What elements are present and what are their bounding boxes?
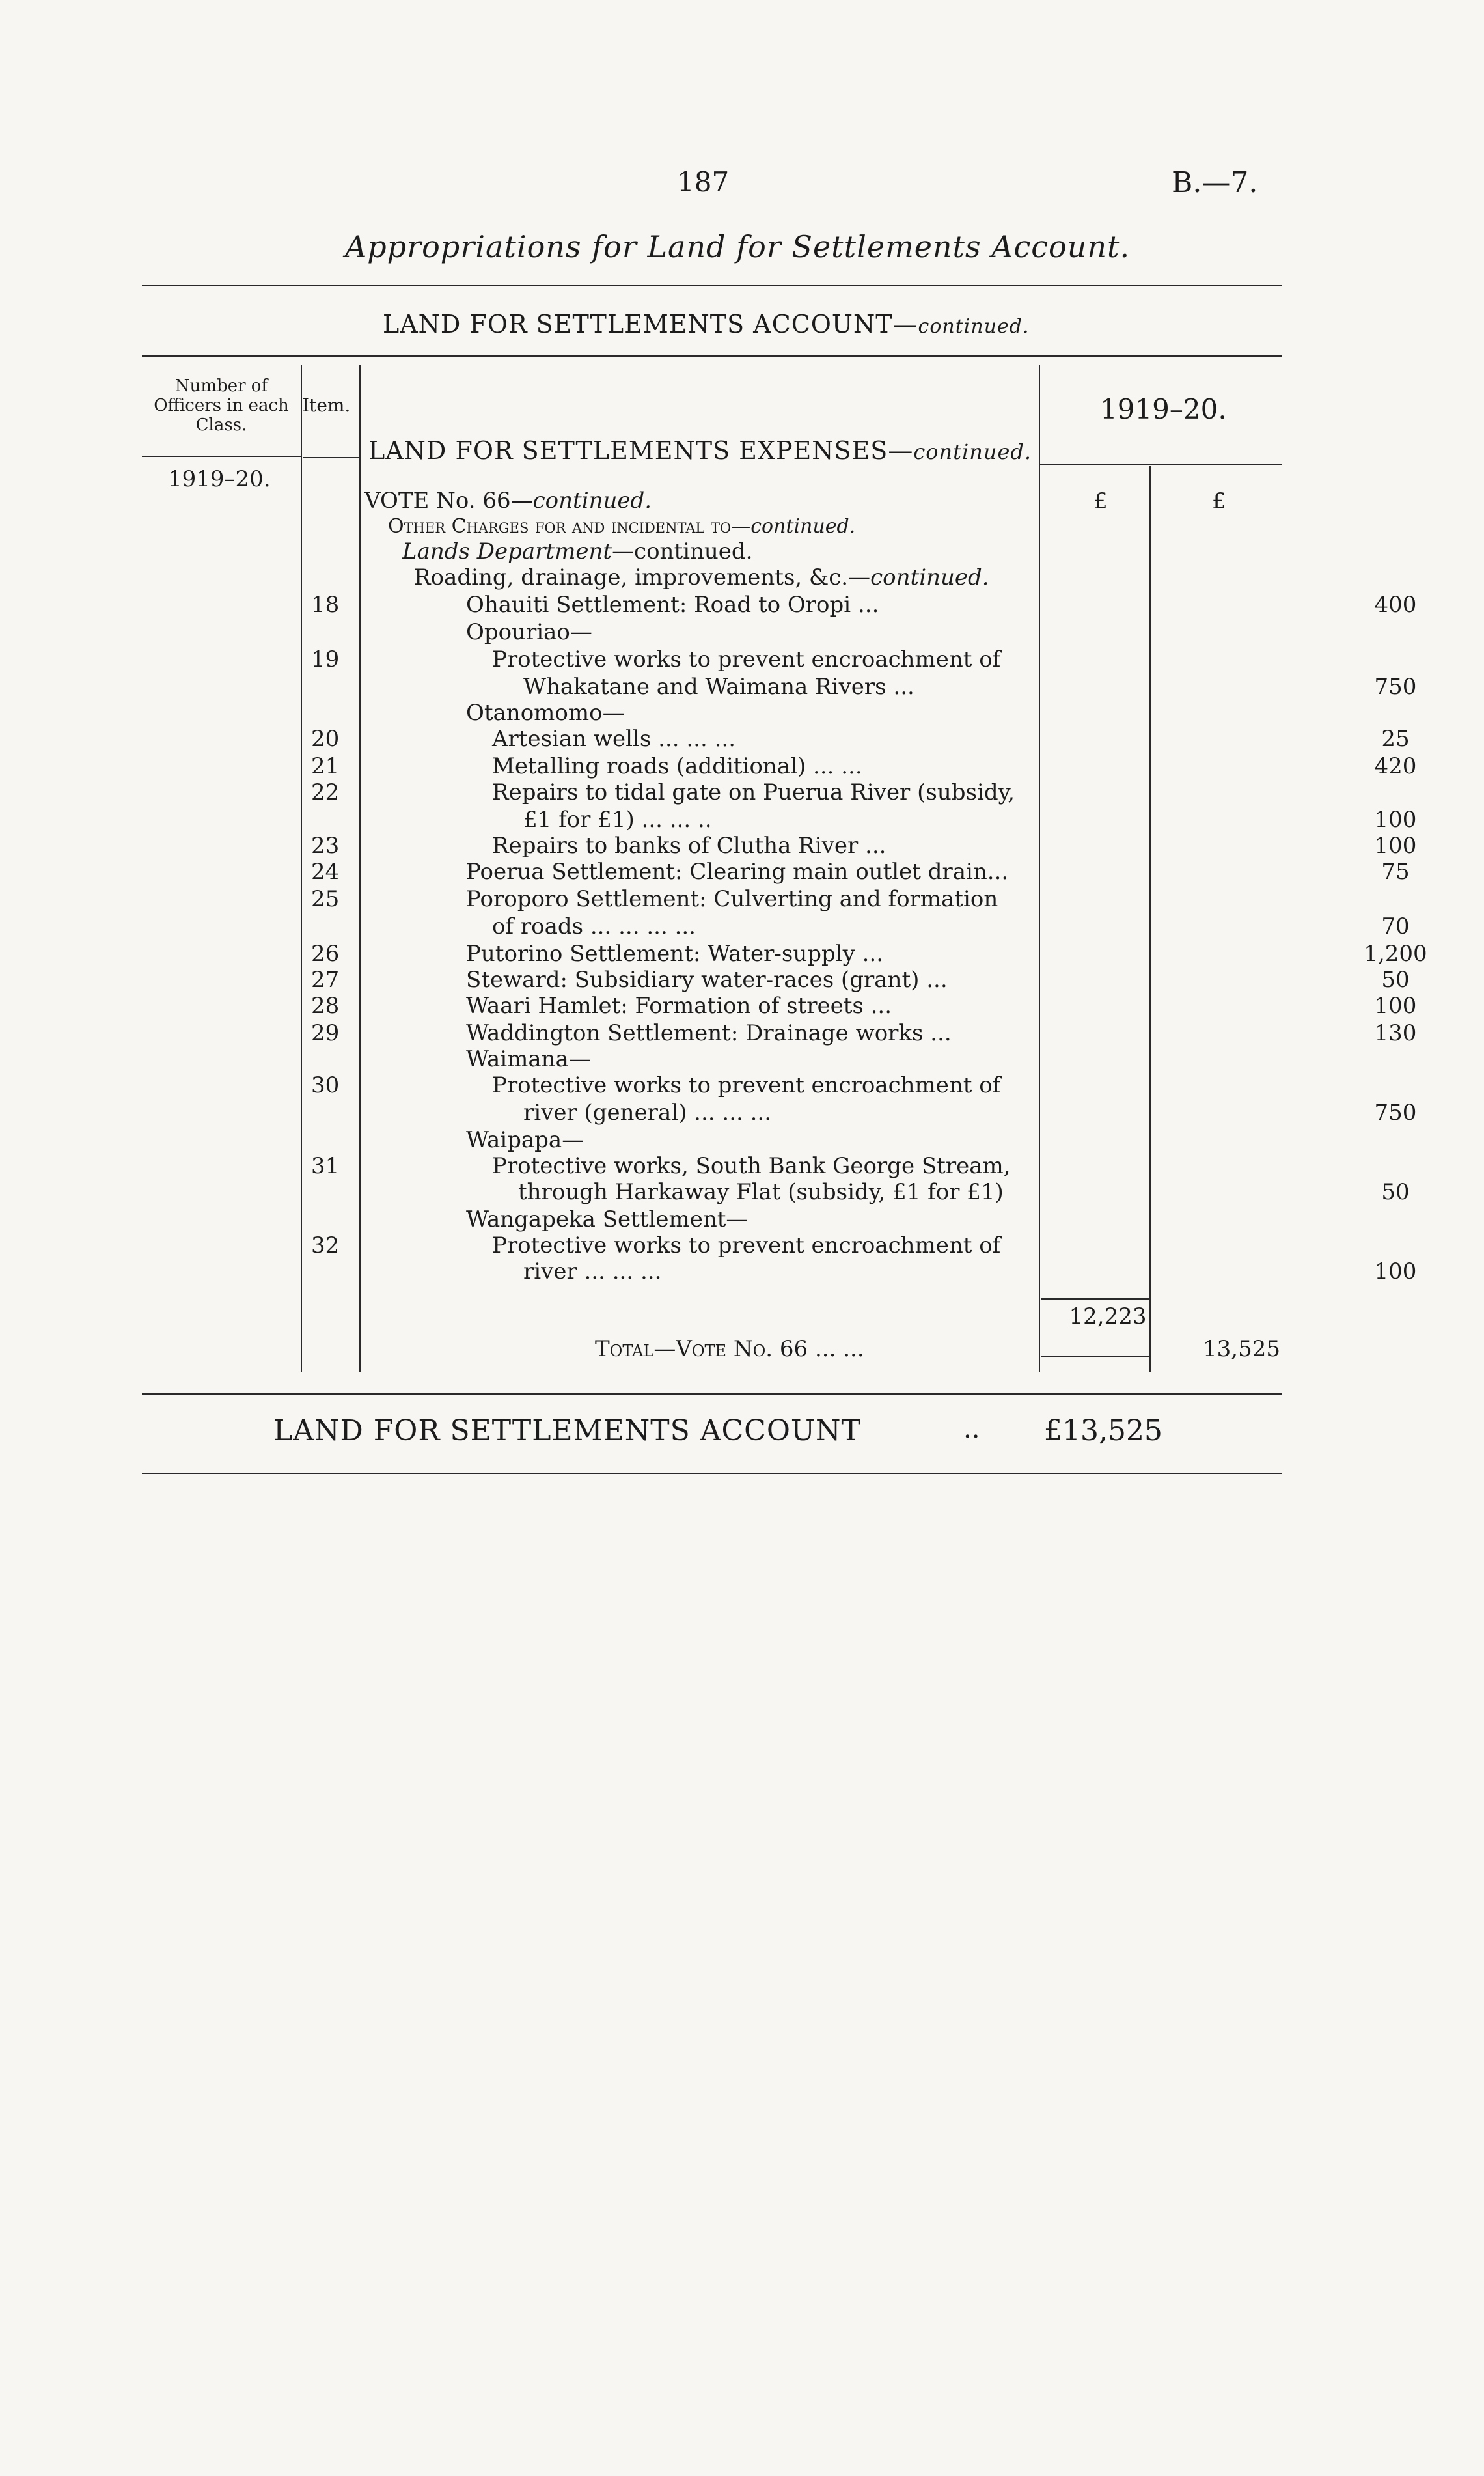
- row-amount: 130: [1374, 1020, 1417, 1046]
- table-row: [311, 832, 1417, 859]
- row-description: Protective works to prevent encroachment of: [492, 1232, 1001, 1259]
- item-number: 32: [311, 1232, 340, 1259]
- column-rule-officers: [301, 365, 302, 1372]
- row-text: Roading, drainage, improvements, &c.—: [414, 564, 871, 591]
- item-number: 30: [311, 1072, 340, 1098]
- table-row: [311, 1099, 1417, 1126]
- row-description: [402, 538, 752, 565]
- table-row: [311, 699, 1274, 727]
- row-amount: 100: [1374, 833, 1417, 859]
- row-description: Protective works to prevent encroachment of: [492, 647, 1001, 673]
- item-number: 28: [311, 993, 340, 1019]
- officers-header-rule: [142, 456, 301, 457]
- row-description: river (general) ... ... ...: [523, 1100, 772, 1126]
- row-italic: continued.: [870, 564, 989, 591]
- subtotal-rule: [1041, 1298, 1149, 1300]
- row-amount: 75: [1381, 859, 1410, 885]
- row-description: Artesian wells ... ... ...: [492, 726, 735, 752]
- account-continued-heading: [383, 310, 1030, 339]
- row-after: continued.: [634, 538, 753, 564]
- table-bottom-rule: [142, 1393, 1282, 1395]
- row-description: [414, 564, 989, 591]
- row-description: Poroporo Settlement: Culverting and formation: [466, 886, 998, 912]
- table-row: [311, 806, 1417, 833]
- row-description: Wangapeka Settlement—: [466, 1206, 749, 1232]
- account-total-amount: £13,525: [1044, 1414, 1162, 1447]
- table-row: [311, 564, 1274, 591]
- row-description: Metalling roads (additional) ... ...: [492, 753, 862, 779]
- row-description: Otanomomo—: [466, 700, 625, 726]
- page-number: 187: [677, 166, 730, 198]
- row-description: [388, 513, 855, 540]
- row-description: Ohauiti Settlement: Road to Oropi ...: [466, 592, 879, 618]
- row-amount: 750: [1374, 674, 1417, 700]
- account-total-label: LAND FOR SETTLEMENTS ACCOUNT: [273, 1414, 861, 1447]
- row-amount: 100: [1374, 993, 1417, 1019]
- table-row: [311, 725, 1410, 753]
- row-italic: continued.: [532, 488, 652, 514]
- row-description: Protective works, South Bank George Stream,: [492, 1153, 1011, 1179]
- title-rule: [142, 285, 1282, 286]
- row-description: Whakatane and Waimana Rivers ...: [523, 674, 914, 700]
- row-description: Waddington Settlement: Drainage works ...: [466, 1020, 952, 1046]
- item-header-rule: [303, 457, 359, 458]
- row-description: Waari Hamlet: Formation of streets ...: [466, 993, 892, 1019]
- table-row: [311, 1126, 1274, 1154]
- expenses-heading-suffix: continued.: [913, 439, 1032, 464]
- row-description: Opouriao—: [466, 619, 592, 645]
- row-description: [364, 487, 652, 514]
- account-total-leader: ..: [963, 1414, 980, 1444]
- row-description: Waipapa—: [466, 1127, 584, 1153]
- row-description: £1 for £1) ... ... ..: [523, 807, 712, 833]
- row-text: Other Charges for and incidental to—: [388, 515, 751, 538]
- subtotal-amount: 12,223: [1069, 1303, 1147, 1329]
- item-number: 23: [311, 833, 340, 859]
- item-number: 27: [311, 967, 340, 993]
- row-amount: 400: [1374, 592, 1417, 618]
- currency-symbol-1: £: [1093, 488, 1108, 514]
- row-description: Waimana—: [466, 1046, 591, 1072]
- table-row: [311, 779, 1274, 806]
- table-row: [311, 1152, 1274, 1180]
- row-italic: continued.: [750, 515, 856, 538]
- row-amount: 1,200: [1364, 941, 1427, 967]
- row-amount: 750: [1374, 1100, 1417, 1126]
- table-row: [311, 1206, 1274, 1233]
- table-row: [311, 538, 1274, 565]
- row-description: through Harkaway Flat (subsidy, £1 for £1): [518, 1179, 1004, 1205]
- officers-year: 1919–20.: [168, 466, 271, 492]
- table-row: [311, 1232, 1274, 1259]
- row-description: Putorino Settlement: Water-supply ...: [466, 941, 884, 967]
- item-number: 24: [311, 859, 340, 885]
- year-header-rule: [1040, 464, 1282, 465]
- expenses-heading: [368, 436, 1032, 465]
- row-description: Steward: Subsidiary water-races (grant) ...: [466, 967, 948, 993]
- table-row: [311, 966, 1410, 994]
- row-description: Repairs to banks of Clutha River ...: [492, 833, 886, 859]
- year-column-header: 1919–20.: [1100, 393, 1227, 425]
- document-reference: B.—7.: [1172, 166, 1258, 199]
- table-row: [311, 487, 1274, 514]
- currency-symbol-2: £: [1212, 488, 1226, 514]
- item-number: 25: [311, 886, 340, 912]
- row-description: of roads ... ... ... ...: [492, 913, 696, 939]
- table-row: [311, 619, 1274, 646]
- item-number: 20: [311, 726, 340, 752]
- table-row: [311, 1020, 1417, 1047]
- table-row: [311, 513, 1274, 540]
- expenses-heading-text: LAND FOR SETTLEMENTS EXPENSES—: [368, 436, 914, 465]
- row-amount: 100: [1374, 807, 1417, 833]
- row-description: river ... ... ...: [523, 1259, 662, 1285]
- table-row: [311, 753, 1417, 780]
- row-amount: 70: [1381, 913, 1410, 939]
- row-text: VOTE No. 66—: [364, 488, 533, 514]
- vote-total-label: Total—Vote No. 66 ... ...: [595, 1336, 864, 1362]
- account-continued-text: LAND FOR SETTLEMENTS ACCOUNT—: [383, 310, 918, 339]
- vote-total-amount: 13,525: [1203, 1336, 1280, 1362]
- table-row: [311, 913, 1410, 940]
- table-row: [311, 992, 1417, 1020]
- row-description: Repairs to tidal gate on Puerua River (subsidy,: [492, 779, 1015, 805]
- table-row: [311, 1046, 1274, 1073]
- row-amount: 50: [1381, 967, 1410, 993]
- row-amount: 420: [1374, 753, 1417, 779]
- subtotal-under-rule: [1041, 1356, 1149, 1357]
- account-continued-suffix: continued.: [918, 315, 1030, 338]
- table-row: [311, 940, 1427, 967]
- item-number: 22: [311, 779, 340, 805]
- row-description: Protective works to prevent encroachment of: [492, 1072, 1001, 1098]
- row-amount: 25: [1381, 726, 1410, 752]
- row-amount: 50: [1381, 1179, 1410, 1205]
- row-amount: 100: [1374, 1259, 1417, 1285]
- item-number: 19: [311, 647, 340, 673]
- item-column-header: Item.: [302, 395, 351, 416]
- footer-rule: [142, 1473, 1282, 1474]
- table-row: [311, 591, 1417, 619]
- table-top-rule: [142, 355, 1282, 357]
- item-number: 26: [311, 941, 340, 967]
- table-row: [311, 673, 1417, 701]
- table-row: [311, 885, 1274, 913]
- officers-column-header: Number of Officers in each Class.: [154, 376, 289, 435]
- table-row: [311, 1178, 1410, 1206]
- item-number: 21: [311, 753, 340, 779]
- page-title: Appropriations for Land for Settlements Account.: [345, 229, 1131, 264]
- item-number: 18: [311, 592, 340, 618]
- table-row: [311, 1258, 1417, 1285]
- item-number: 29: [311, 1020, 340, 1046]
- table-row: [311, 1072, 1274, 1099]
- row-description: Poerua Settlement: Clearing main outlet drain...: [466, 859, 1009, 885]
- table-row: [311, 646, 1274, 673]
- item-number: 31: [311, 1153, 340, 1179]
- row-italic: Lands Department—: [402, 538, 635, 564]
- table-row: [311, 858, 1410, 885]
